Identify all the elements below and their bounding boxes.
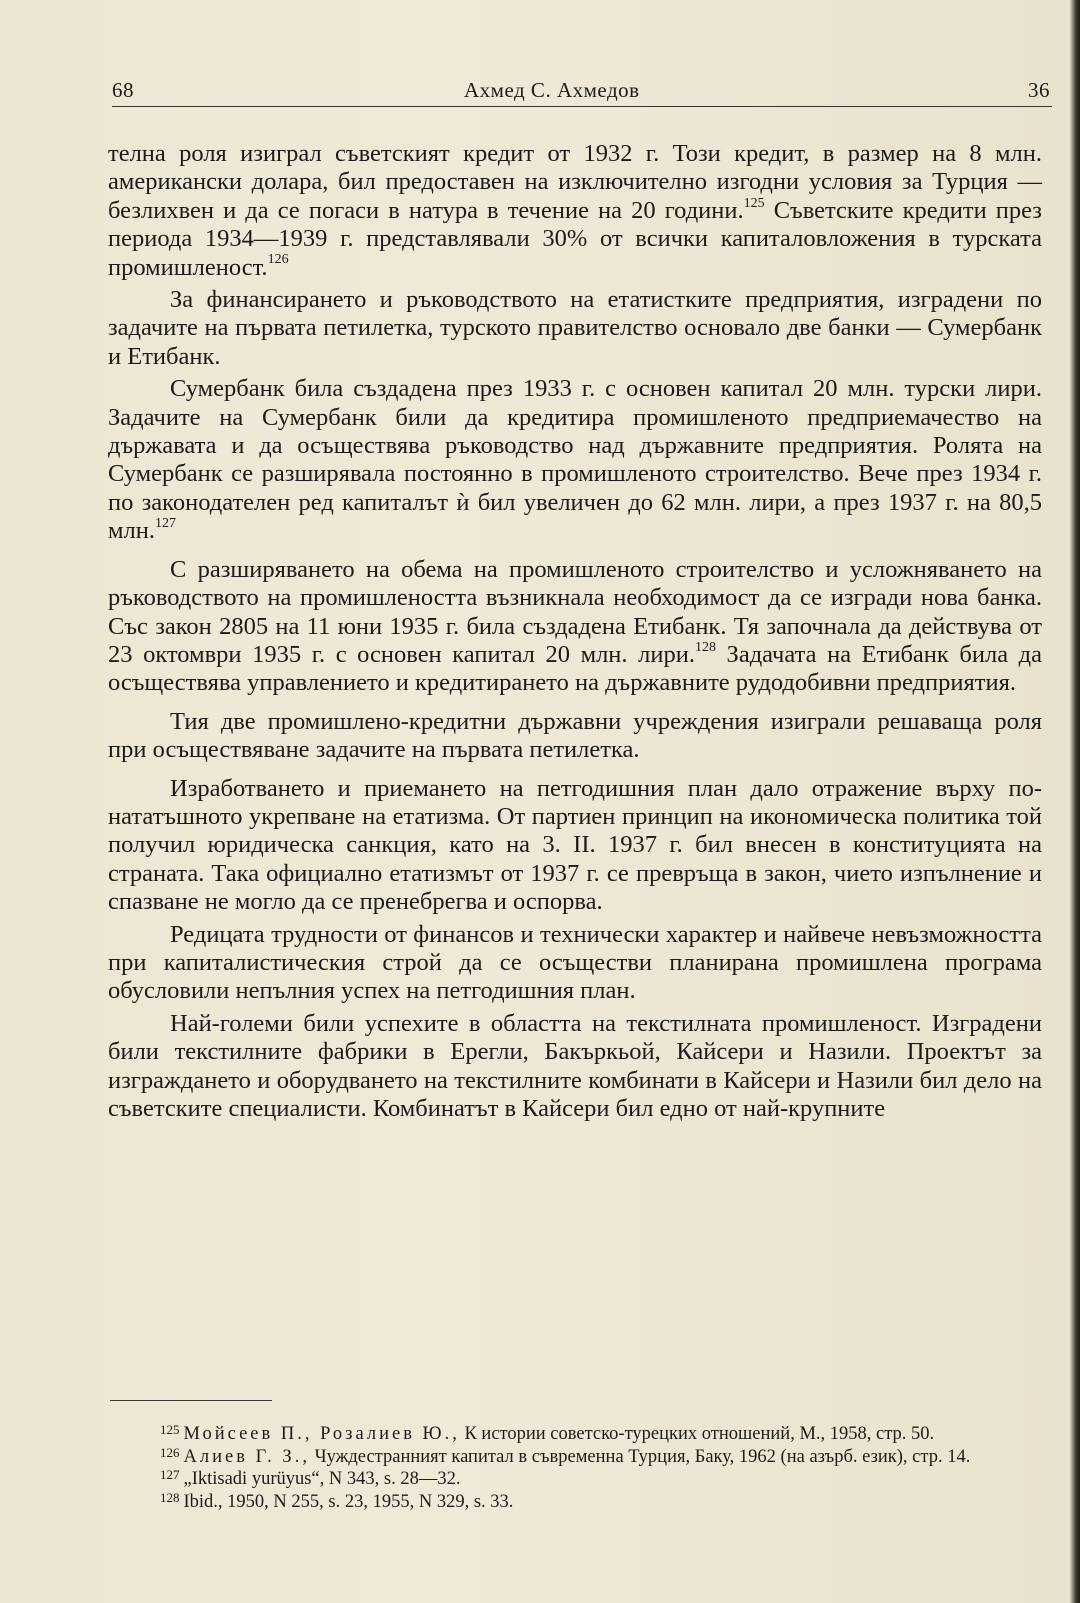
footnote: $^{126}$ Алиев Г. З., Чуждестранният капитал в съвременна Турция, Баку, 1962 (на азърб. език), стр. 14. xyxy=(160,1444,971,1467)
paragraph: Най-големи били успехите в областта на текстилната промишленост. Изградени били текстилните фабрики в Ерегли, Бакъркьой, Кайсери и Назили. Проектът за изграждането и оборудването на текстилните комбинати в Кайсери и Назили бил дело на съветските специалисти. Комбинатът в Кайсери бил едно от най-крупните xyxy=(108,1009,1042,1122)
paragraph: За финансирането и ръководството на етатистките предприятия, изградени по задачите на първата петилетка, турското правителство основало две банки — Сумербанк и Етибанк. xyxy=(108,286,1042,370)
header-rule xyxy=(112,106,1052,107)
footnote: $^{125}$ Мойсеев П., Розалиев Ю., К истории советско-турецких отношений, М., 1958, стр. 50. xyxy=(160,1422,935,1444)
page-edge xyxy=(1070,0,1080,1603)
footnote: $^{128}$ Ibid., 1950, N 255, s. 23, 1955, N 329, s. 33. xyxy=(160,1489,514,1512)
footnotes xyxy=(108,1424,1042,1514)
footnote-ref: 125 xyxy=(743,195,765,211)
footnote-ref: 126 xyxy=(267,252,289,268)
section-number: 36 xyxy=(1028,78,1050,102)
main-text xyxy=(108,140,1042,1127)
paragraph: Тия две промишлено-кредитни държавни учреждения изиграли решаваща роля при осъществяване задачите на първата петилетка. xyxy=(108,707,1042,764)
footnote-ref: 128 xyxy=(694,639,716,655)
footnote: $^{127}$ „Iktisadi yurüyus“, N 343, s. 28—32. xyxy=(160,1467,461,1489)
running-header xyxy=(112,76,1052,108)
paragraph: Изработването и приемането на петгодишния план дало отражение върху по-нататъшното укрепване на етатизма. От партиен принцип на икономическа политика той получил юридическа санкция, като на 3. II. 1937 г. бил внесен в конституцията на страната. Така официално етатизмът от 1937 г. се превръща в закон, чието изпълнение и спазване не могло да се пренебрегва и оспорва. xyxy=(108,774,1042,916)
running-title: Ахмед С. Ахмедов xyxy=(464,78,640,102)
paragraph: Редицата трудности от финансов и технически характер и найвече невъзможността при капиталистическия строй да се осъществи планирана промишлена програма обусловили непълния успех на петгодишния план. xyxy=(108,920,1042,1005)
paragraph: телна роля изиграл съветският кредит от 1932 г. Този кредит, в размер на 8 млн. американски долара, бил предоставен на изключително изгодни условия за Турция — безлихвен и да се погаси в натура в течение на 20 години.$^{125}$ Съветските кредити през периода 1934—1939 г. представлявали 30% от всички капиталовложения в турската промишленост.$^{126}$ xyxy=(108,140,1042,281)
paragraph: Сумербанк била създадена през 1933 г. с основен капитал 20 млн. турски лири. Задачите на Сумербанк били да кредитира промишленото предприемачество на държавата и да осъществява ръководство над държавните предприятия. Ролята на Сумербанк се разширявала постоянно в промишленото строителство. Вече през 1934 г. по законодателен ред капиталът ѝ бил увеличен до 62 млн. лири, а през 1937 г. на 80,5 млн.$^{127}$ xyxy=(108,375,1042,545)
footnote-ref: 127 xyxy=(154,516,176,532)
paragraph: С разширяването на обема на промишленото строителство и усложняването на ръководството на промишлеността възникнала необходимост да се изгради нова банка. Със закон 2805 на 11 юни 1935 г. била създадена Етибанк. Тя започнала да действува от 23 октомври 1935 г. с основен капитал 20 млн. лири.$^{128}$ Задачата на Етибанк била да осъществява управлението и кредитирането на държавните рудодобивни предприятия. xyxy=(108,555,1042,697)
page-number: 68 xyxy=(112,78,134,102)
footnote-separator xyxy=(110,1400,272,1401)
